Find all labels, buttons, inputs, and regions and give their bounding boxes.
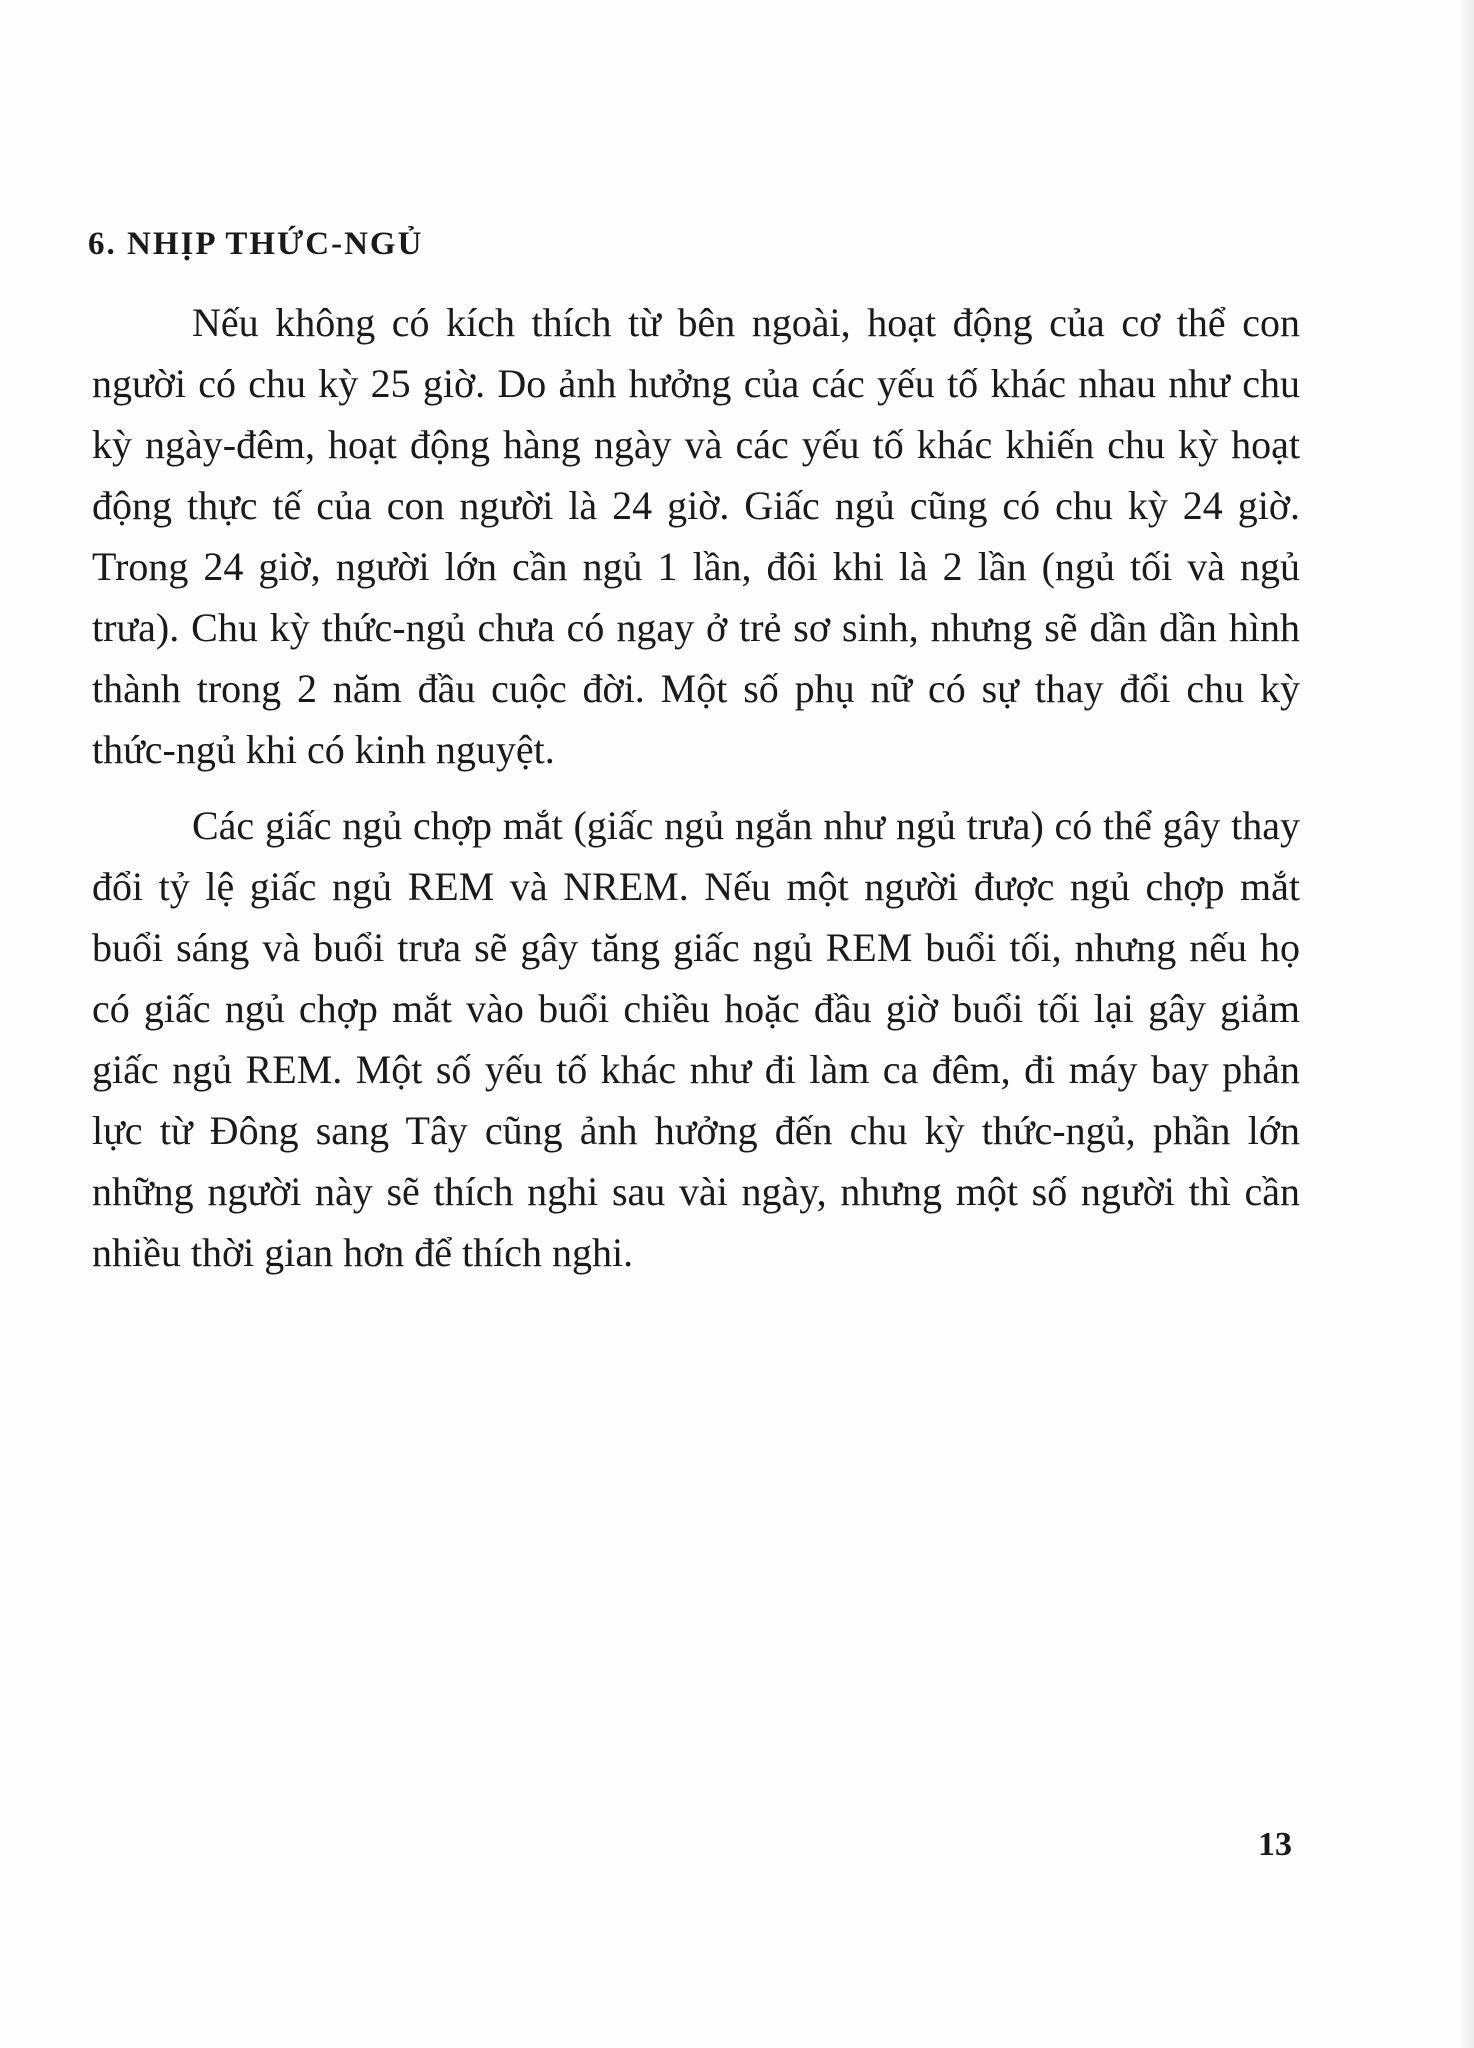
paragraph-2: Các giấc ngủ chợp mắt (giấc ngủ ngắn như ngủ trưa) có thể gây thay đổi tỷ lệ giấc ngủ REM và NREM. Nếu một người được ngủ chợp mắt buổi sáng và buổi trưa sẽ gây tăng giấc ngủ REM buổi tối, nhưng nếu họ có giấc ngủ chợp mắt vào buổi chiều hoặc đầu giờ buổi tối lại gây giảm giấc ngủ REM. Một số yếu tố khác như đi làm ca đêm, đi máy bay phản lực từ Đông sang Tây cũng ảnh hưởng đến chu kỳ thức-ngủ, phần lớn những người này sẽ thích nghi sau vài ngày, nhưng một số người thì cần nhiều thời gian hơn để thích nghi.	[92, 803, 1300, 1275]
scan-edge	[1460, 0, 1474, 2048]
paragraph-1: Nếu không có kích thích từ bên ngoài, hoạt động của cơ thể con người có chu kỳ 25 giờ. Do ảnh hưởng của các yếu tố khác nhau như chu kỳ ngày-đêm, hoạt động hàng ngày và các yếu tố khác khiến chu kỳ hoạt động thực tế của con người là 24 giờ. Giấc ngủ cũng có chu kỳ 24 giờ. Trong 24 giờ, người lớn cần ngủ 1 lần, đôi khi là 2 lần (ngủ tối và ngủ trưa). Chu kỳ thức-ngủ chưa có ngay ở trẻ sơ sinh, nhưng sẽ dần dần hình thành trong 2 năm đầu cuộc đời. Một số phụ nữ có sự thay đổi chu kỳ thức-ngủ khi có kinh nguyệt.	[92, 300, 1300, 772]
page-number: 13	[1258, 1826, 1292, 1863]
section-heading: 6. NHỊP THỨC-NGỦ	[88, 226, 424, 262]
body-text	[92, 292, 1300, 1283]
